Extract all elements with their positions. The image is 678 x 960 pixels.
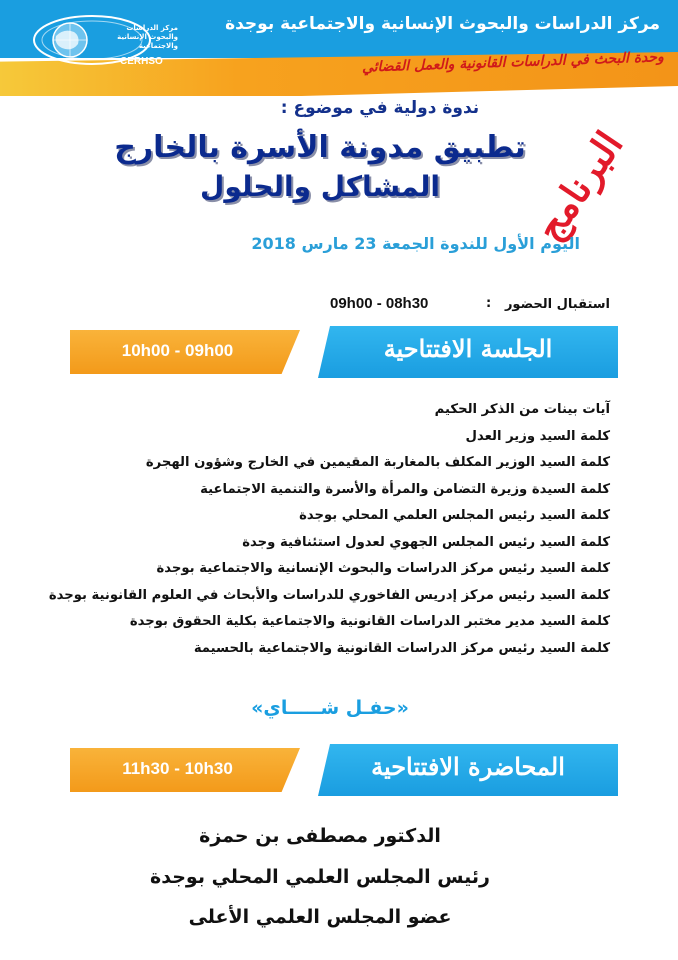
speech-item: كلمة السيد رئيس مركز الدراسات والبحوث الإنسانية والاجتماعية بوجدة — [156, 561, 610, 576]
tea-break: «حفـل شـــــاي» — [251, 697, 409, 719]
speech-item: كلمة السيد رئيس مركز الدراسات القانونية والاجتماعية بالحسيمة — [193, 640, 610, 656]
speech-item: كلمة السيد مدير مختبر الدراسات القانونية والاجتماعية بكلية الحقوق بوجدة — [129, 614, 610, 629]
seminar-title-line-1: تطبيق مدونة الأسرة بالخارج — [114, 130, 526, 165]
seminar-intro: ندوة دولية في موضوع : — [280, 98, 480, 118]
session2-label: المحاضرة الافتتاحية — [371, 752, 565, 781]
center-title: مركز الدراسات والبحوث الإنسانية والاجتماعية بوجدة — [225, 14, 660, 34]
session1-time: 10h00 - 09h00 — [121, 341, 234, 360]
lecturer-name: الدكتور مصطفى بن حمزة — [199, 825, 441, 847]
reception-time: 09h00 - 08h30 — [330, 295, 429, 312]
speech-item: كلمة السيد رئيس مركز إدريس الفاخوري للدراسات والأبحاث في العلوم القانونية بوجدة — [48, 587, 610, 603]
reception-label: استقبال الحضور — [504, 297, 610, 312]
day-line: اليوم الأول للندوة الجمعة 23 مارس 2018 — [251, 234, 580, 253]
lecturer-role-2: عضو المجلس العلمي الأعلى — [188, 906, 452, 928]
seminar-title-line-2: المشاكل والحلول — [200, 170, 440, 203]
logo-abbreviation: CERHSO — [120, 56, 163, 67]
reception-colon: : — [486, 296, 492, 311]
session2-time: 11h30 - 10h30 — [122, 759, 233, 778]
logo-text-line-2: والبحوث الإنسانية — [117, 33, 178, 41]
speech-item: كلمة السيد رئيس المجلس العلمي المحلي بوجدة — [299, 508, 610, 523]
speech-item: كلمة السيد رئيس المجلس الجهوي لعدول استئنافية وجدة — [242, 534, 610, 550]
lecturer-role-1: رئيس المجلس العلمي المحلي بوجدة — [150, 866, 490, 888]
speech-list — [10, 402, 610, 667]
speech-item: كلمة السيدة وزيرة التضامن والمرأة والأسرة والتنمية الاجتماعية — [200, 481, 610, 497]
program-word: البرنامج — [526, 122, 632, 249]
speech-item: كلمة السيد وزير العدل — [465, 428, 610, 444]
logo-text-line-1: مركز الدراسات — [126, 24, 178, 32]
speech-item: كلمة السيد الوزير المكلف بالمغاربة المقيمين في الخارج وشؤون الهجرة — [145, 455, 610, 470]
logo-text-line-3: والاجتماعية — [138, 42, 178, 50]
session1-label: الجلسة الافتتاحية — [383, 334, 553, 363]
logo-text — [100, 24, 178, 51]
unit-title: وحدة البحث في الدراسات القانونية والعمل القضائي — [361, 49, 665, 76]
speech-item: آيات بينات من الذكر الحكيم — [434, 402, 610, 417]
